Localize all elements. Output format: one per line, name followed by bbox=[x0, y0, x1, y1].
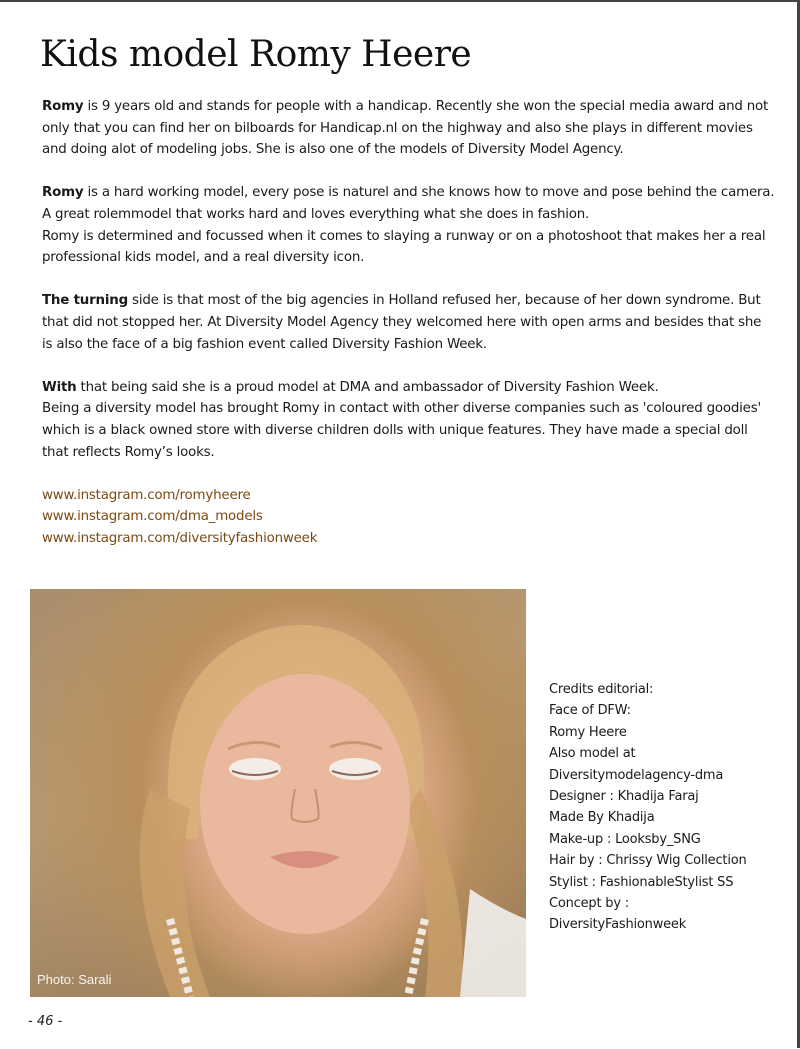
paragraph-line: The turning side is that most of the big agencies in Holland refused her, because of her down syndrome. But bbox=[42, 293, 761, 309]
credits-line: Romy Heere bbox=[549, 724, 627, 740]
page-number: - 46 - bbox=[28, 1014, 63, 1029]
editorial-credits bbox=[549, 679, 789, 936]
credits-line: Concept by : bbox=[549, 896, 629, 912]
credits-line: Designer : Khadija Faraj bbox=[549, 789, 699, 805]
credits-line: DiversityFashionweek bbox=[549, 917, 687, 933]
photo-credit: Photo: Sarali bbox=[37, 972, 112, 987]
paragraph-line: that reflects Romy’s looks. bbox=[42, 444, 215, 460]
portrait-illustration bbox=[30, 589, 526, 997]
credits-line: Face of DFW: bbox=[549, 703, 631, 719]
credits-line: Also model at bbox=[549, 746, 636, 762]
paragraph-1 bbox=[42, 96, 782, 161]
paragraph-3 bbox=[42, 290, 782, 355]
credits-line: Credits editorial: bbox=[549, 682, 654, 697]
credits-line: Make-up : Looksby_SNG bbox=[549, 831, 701, 847]
article-title: Kids model Romy Heere bbox=[40, 34, 472, 75]
paragraph-2 bbox=[42, 182, 782, 268]
paragraph-line: A great rolemmodel that works hard and loves everything what she does in fashion. bbox=[42, 206, 590, 222]
paragraph-lead: The turning bbox=[42, 293, 128, 309]
paragraph-lead: Romy bbox=[42, 99, 84, 114]
paragraph-line: Romy is determined and focussed when it comes to slaying a runway or on a photoshoot that makes her a real bbox=[42, 228, 766, 244]
paragraph-line: Being a diversity model has brought Romy in contact with other diverse companies such as 'coloured goodies' bbox=[42, 401, 761, 417]
credits-line: Hair by : Chrissy Wig Collection bbox=[549, 853, 747, 869]
paragraph-line: which is a black owned store with diverse children dolls with unique features. They have made a special doll bbox=[42, 422, 748, 438]
paragraph-4 bbox=[42, 377, 782, 463]
paragraph-line: Romy is a hard working model, every pose is naturel and she knows how to move and pose behind the camera. bbox=[42, 185, 775, 201]
credits-line: Made By Khadija bbox=[549, 810, 655, 826]
article-body bbox=[42, 96, 782, 549]
paragraph-line: that did not stopped her. At Diversity Model Agency they welcomed here with open arms and besides that she bbox=[42, 314, 762, 330]
paragraph-lead: With bbox=[42, 379, 77, 395]
paragraph-line: is also the face of a big fashion event called Diversity Fashion Week. bbox=[42, 336, 487, 352]
paragraph-line: and doing alot of modeling jobs. She is also one of the models of Diversity Model Agency. bbox=[42, 142, 624, 158]
social-links bbox=[42, 485, 782, 550]
paragraph-line: professional kids model, and a real diversity icon. bbox=[42, 250, 365, 266]
paragraph-line: only that you can find her on bilboards for Handicap.nl on the highway and also she plays in different movies bbox=[42, 120, 753, 136]
instagram-link-diversityfashionweek[interactable]: www.instagram.com/diversityfashionweek bbox=[42, 530, 318, 546]
paragraph-lead: Romy bbox=[42, 185, 84, 201]
credits-line: Diversitymodelagency-dma bbox=[549, 767, 724, 783]
paragraph-line: With that being said she is a proud model at DMA and ambassador of Diversity Fashion Week. bbox=[42, 379, 659, 395]
paragraph-line: Romy is 9 years old and stands for people with a handicap. Recently she won the special media award and not bbox=[42, 99, 769, 114]
instagram-link-dma-models[interactable]: www.instagram.com/dma_models bbox=[42, 509, 263, 525]
portrait-photo bbox=[30, 589, 526, 997]
credits-line: Stylist : FashionableStylist SS bbox=[549, 874, 734, 890]
instagram-link-romyheere[interactable]: www.instagram.com/romyheere bbox=[42, 487, 251, 503]
